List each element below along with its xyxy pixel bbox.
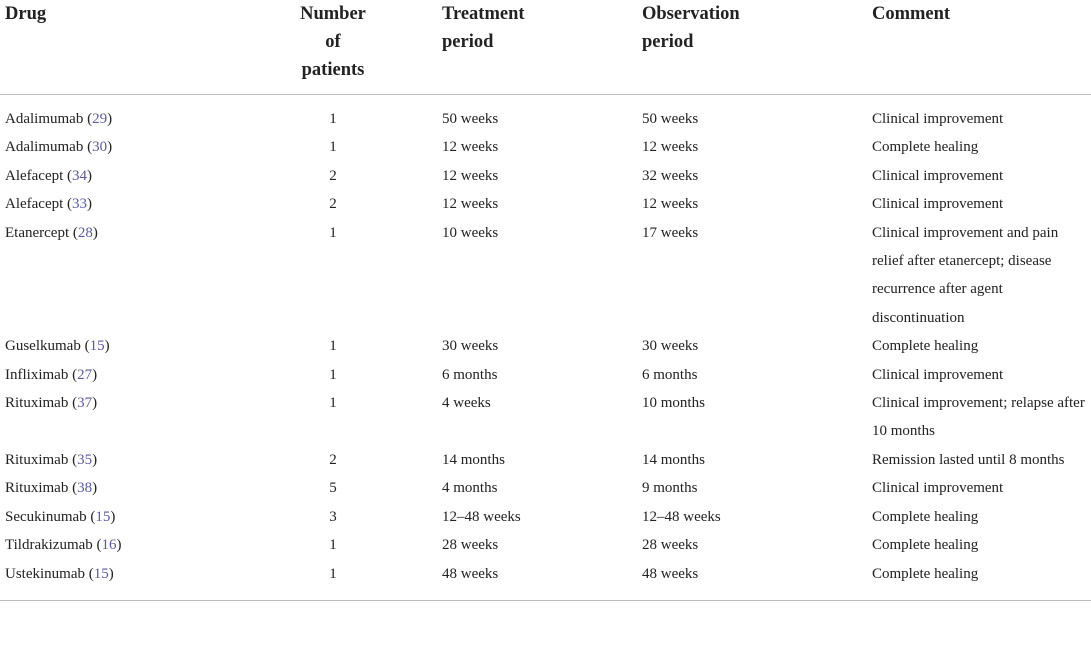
header-observation-line-1: Observation [642,4,740,24]
drug-name: Adalimumab [5,139,84,156]
cell-patients: 1 [329,537,337,554]
cell-patients: 1 [329,111,337,127]
header-number-of-patients [233,0,433,95]
drug-name: Rituximab [5,395,69,412]
reference-link[interactable]: 38 [77,480,93,497]
cell-treatment: 28 weeks [442,537,499,554]
cell-treatment: 4 months [442,480,498,497]
table-body [0,95,1091,601]
cell-patients: 1 [329,395,337,412]
cell-drug: Infliximab (27) [5,366,98,383]
drug-name: Alefacept [5,167,64,184]
table-row [0,503,1091,531]
cell-treatment: 14 months [442,451,505,468]
table-row [0,162,1091,190]
header-comment [872,0,1091,95]
reference-link[interactable]: 34 [72,167,88,184]
cell-observation: 12–48 weeks [642,508,721,525]
header-observation-line-2: period [642,32,694,52]
header-row [0,0,1091,95]
cell-comment: Clinical improvement [872,111,1004,127]
cell-drug: Rituximab (35) [5,451,98,468]
header-treatment-period [433,0,642,95]
cell-treatment: 48 weeks [433,560,642,601]
reference-link[interactable]: 37 [77,395,93,412]
cell-drug: Secukinumab (15) [5,508,116,525]
cell-treatment: 12 weeks [442,167,499,184]
cell-patients: 5 [329,480,337,497]
cell-observation: 6 months [642,366,698,383]
drug-name: Infliximab [5,366,69,383]
cell-observation: 12 weeks [642,196,699,213]
cell-treatment: 6 months [442,366,498,383]
cell-observation: 14 months [642,451,705,468]
cell-patients: 1 [329,366,337,383]
drug-name: Tildrakizumab [5,537,93,554]
header-patients-line-2: of [325,32,341,52]
reference-link[interactable]: 27 [77,366,93,383]
cell-observation: 9 months [642,480,698,497]
cell-drug: Tildrakizumab (16) [5,537,122,554]
cell-patients: 1 [233,560,433,601]
cell-drug: Adalimumab (30) [5,139,113,156]
drug-name: Ustekinumab [5,565,85,582]
reference-link[interactable]: 15 [93,565,109,582]
reference-link[interactable]: 35 [77,451,93,468]
cell-comment: Complete healing [872,560,1091,601]
cell-treatment: 12–48 weeks [442,508,521,525]
drug-name: Rituximab [5,480,69,497]
cell-observation: 17 weeks [642,224,699,241]
cell-patients: 2 [329,196,337,213]
cell-drug: Etanercept (28) [5,224,98,241]
table-row [0,95,1091,134]
cell-drug: Alefacept (34) [5,167,93,184]
cell-treatment: 4 weeks [442,395,491,412]
cell-patients: 1 [329,224,337,241]
header-comment-label: Comment [872,4,951,24]
table-row [0,446,1091,474]
cell-comment: Complete healing [872,139,979,156]
header-patients-line-3: patients [301,60,365,80]
header-treatment-line-2: period [442,32,494,52]
reference-link[interactable]: 30 [92,139,108,156]
table-row [0,332,1091,360]
table-row [0,560,1091,601]
cell-treatment: 10 weeks [442,224,499,241]
cell-comment: Clinical improvement [872,167,1004,184]
cell-comment: Remission lasted until 8 months [872,451,1065,468]
cell-drug: Rituximab (38) [5,480,98,497]
reference-link[interactable]: 15 [89,338,105,355]
cell-treatment: 50 weeks [442,111,499,127]
reference-link[interactable]: 28 [77,224,93,241]
header-drug [0,0,233,95]
cell-drug: Adalimumab (29) [5,111,113,127]
cell-comment: Clinical improvement; relapse after 10 months [872,395,1085,440]
header-observation-period [642,0,872,95]
drug-name: Adalimumab [5,111,84,127]
header-drug-label: Drug [5,4,47,24]
drug-name: Secukinumab [5,508,87,525]
cell-observation: 12 weeks [642,139,699,156]
cell-observation: 32 weeks [642,167,699,184]
cell-observation: 30 weeks [642,338,699,355]
cell-observation: 50 weeks [642,111,699,127]
cell-treatment: 12 weeks [442,139,499,156]
drug-name: Alefacept [5,196,64,213]
table-row [0,190,1091,218]
header-patients-line-1: Number [300,4,366,24]
cell-comment: Clinical improvement [872,480,1004,497]
reference-link[interactable]: 15 [95,508,111,525]
header-treatment-line-1: Treatment [442,4,525,24]
cell-patients: 2 [329,167,337,184]
reference-link[interactable]: 33 [72,196,88,213]
cell-patients: 1 [329,338,337,355]
reference-link[interactable]: 16 [101,537,117,554]
cell-comment: Clinical improvement [872,366,1004,383]
drug-name: Rituximab [5,451,69,468]
cell-treatment: 12 weeks [442,196,499,213]
cell-comment: Clinical improvement [872,196,1004,213]
cell-observation: 48 weeks [642,560,872,601]
cell-comment: Complete healing [872,508,979,525]
cell-patients: 1 [329,139,337,156]
table-row [0,474,1091,502]
table-row [0,133,1091,161]
cell-drug: Rituximab (37) [5,395,98,412]
cell-comment: Complete healing [872,338,979,355]
cell-comment: Clinical improvement and pain relief after etanercept; disease recurrence after agent discontinuation [872,224,1059,326]
cell-drug: Alefacept (33) [5,196,93,213]
reference-link[interactable]: 29 [92,111,108,127]
table-row [0,389,1091,446]
cell-observation: 10 months [642,395,705,412]
table-header [0,0,1091,95]
cell-patients: 3 [329,508,337,525]
table-row [0,219,1091,333]
drug-name: Etanercept [5,224,70,241]
cell-patients: 2 [329,451,337,468]
table-row [0,531,1091,559]
drug-name: Guselkumab [5,338,81,355]
table-row [0,361,1091,389]
cell-treatment: 30 weeks [442,338,499,355]
cell-drug: Guselkumab (15) [5,338,110,355]
cell-comment: Complete healing [872,537,979,554]
cell-observation: 28 weeks [642,537,699,554]
cell-drug: Ustekinumab (15) [0,560,233,601]
